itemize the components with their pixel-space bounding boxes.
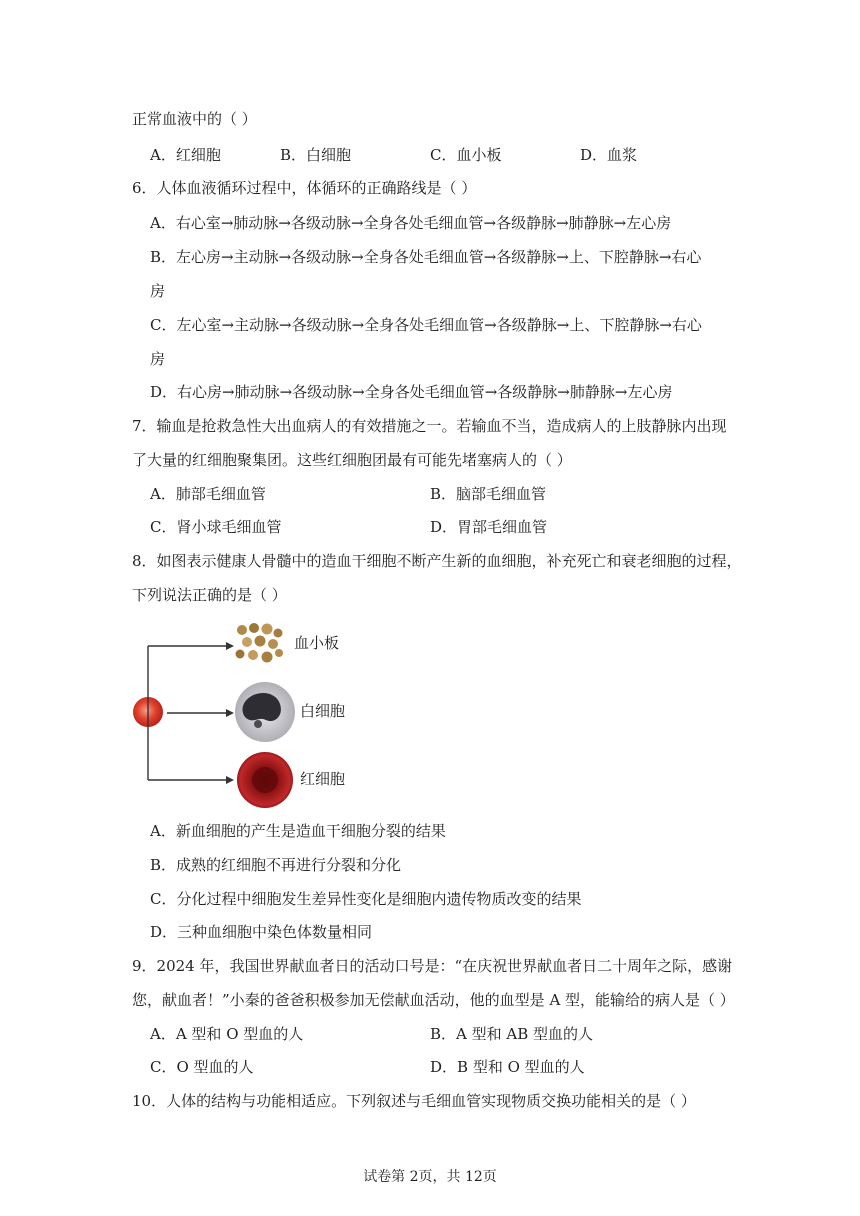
q6-option-c: C．左心室→主动脉→各级动脉→全身各处毛细血管→各级静脉→上、下腔静脉→右心 [150, 316, 702, 334]
red-blood-cell-image [237, 752, 293, 808]
q6-option-d: D．右心房→肺动脉→各级动脉→全身各处毛细血管→各级静脉→肺静脉→左心房 [150, 383, 673, 401]
q9-option-b: B．A 型和 AB 型血的人 [430, 1025, 594, 1043]
q8-stem-line2: 下列说法正确的是（ ） [132, 586, 287, 604]
rbc-label: 红细胞 [300, 770, 346, 788]
q7-option-c: C．肾小球毛细血管 [150, 518, 282, 536]
q7-stem-line2: 了大量的红细胞聚集团。这些红细胞团最有可能先堵塞病人的（ ） [132, 451, 572, 469]
page-footer: 试卷第 2页，共 12页 [363, 1169, 497, 1185]
q6-option-b-cont: 房 [150, 282, 166, 300]
white-blood-cell-image [235, 682, 295, 742]
q5-option-b: B．白细胞 [280, 146, 352, 164]
q7-option-b: B．脑部毛细血管 [430, 485, 547, 503]
q8-stem-line1: 8．如图表示健康人骨髓中的造血干细胞不断产生新的血细胞，补充死亡和衰老细胞的过程， [132, 552, 742, 570]
platelet-label: 血小板 [294, 634, 340, 652]
q5-stem-tail: 正常血液中的（ ） [132, 110, 257, 128]
q6-stem: 6．人体血液循环过程中，体循环的正确路线是（ ） [132, 179, 477, 197]
q7-option-a: A．肺部毛细血管 [150, 485, 266, 503]
q9-option-d: D．B 型和 O 型血的人 [430, 1058, 585, 1076]
q6-option-c-cont: 房 [150, 350, 166, 368]
q9-stem-line1: 9．2024 年，我国世界献血者日的活动口号是：“在庆祝世界献血者日二十周年之际，感谢 [132, 957, 733, 975]
platelets-image [236, 623, 284, 663]
q8-option-c: C．分化过程中细胞发生差异性变化是细胞内遗传物质改变的结果 [150, 890, 582, 908]
q7-option-d: D．胃部毛细血管 [430, 518, 548, 536]
q6-option-a: A．右心室→肺动脉→各级动脉→全身各处毛细血管→各级静脉→肺静脉→左心房 [150, 214, 672, 232]
q9-option-c: C．O 型血的人 [150, 1058, 254, 1076]
q5-option-c: C．血小板 [430, 146, 502, 164]
q8-option-d: D．三种血细胞中染色体数量相同 [150, 923, 373, 941]
blood-cell-diagram-svg [130, 612, 390, 812]
arrow-heads [226, 642, 234, 784]
q9-option-a: A．A 型和 O 型血的人 [150, 1025, 304, 1043]
q5-option-a: A．红细胞 [150, 146, 221, 164]
q9-stem-line2: 您，献血者！”小秦的爸爸积极参加无偿献血活动，他的血型是 A 型，能输给的病人是（ ） [132, 991, 735, 1009]
blood-cell-diagram [130, 612, 390, 812]
q5-option-d: D．血浆 [580, 146, 638, 164]
q8-option-a: A．新血细胞的产生是造血干细胞分裂的结果 [150, 822, 446, 840]
q10-stem: 10．人体的结构与功能相适应。下列叙述与毛细血管实现物质交换功能相关的是（ ） [132, 1092, 696, 1110]
wbc-label: 白细胞 [300, 702, 346, 720]
q6-option-b: B．左心房→主动脉→各级动脉→全身各处毛细血管→各级静脉→上、下腔静脉→右心 [150, 248, 702, 266]
q8-option-b: B．成熟的红细胞不再进行分裂和分化 [150, 856, 402, 874]
q7-stem-line1: 7．输血是抢救急性大出血病人的有效措施之一。若输血不当，造成病人的上肢静脉内出现 [132, 417, 727, 435]
